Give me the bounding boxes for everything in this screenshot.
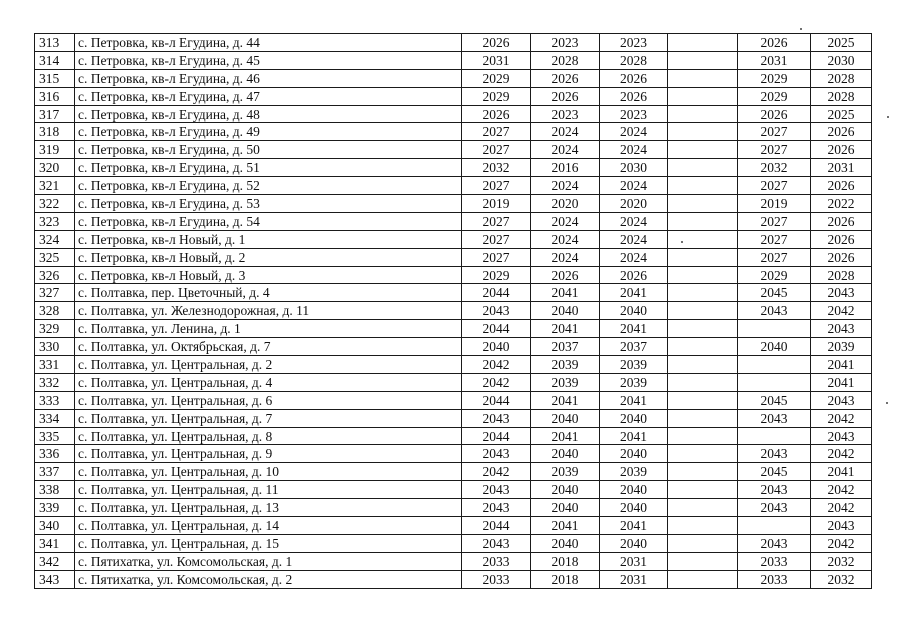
year-cell-1: 2042 xyxy=(462,463,531,481)
year-cell-3: 2024 xyxy=(600,141,668,159)
year-cell-4 xyxy=(668,445,738,463)
year-cell-2: 2026 xyxy=(531,87,600,105)
address-cell: с. Петровка, кв-л Егудина, д. 51 xyxy=(75,159,462,177)
year-cell-4 xyxy=(668,69,738,87)
year-cell-1: 2042 xyxy=(462,373,531,391)
row-number: 316 xyxy=(35,87,75,105)
row-number: 325 xyxy=(35,248,75,266)
row-number: 330 xyxy=(35,338,75,356)
year-cell-6: 2025 xyxy=(811,105,872,123)
year-cell-3: 2039 xyxy=(600,463,668,481)
row-number: 321 xyxy=(35,177,75,195)
address-cell: с. Петровка, кв-л Егудина, д. 54 xyxy=(75,212,462,230)
year-cell-3: 2031 xyxy=(600,570,668,588)
year-cell-3: 2040 xyxy=(600,499,668,517)
year-cell-6: 2025 xyxy=(811,34,872,52)
year-cell-5: 2019 xyxy=(738,195,811,213)
year-cell-6: 2042 xyxy=(811,445,872,463)
year-cell-5: 2027 xyxy=(738,177,811,195)
year-cell-5: 2033 xyxy=(738,552,811,570)
row-number: 315 xyxy=(35,69,75,87)
year-cell-5: 2043 xyxy=(738,409,811,427)
year-cell-3: 2026 xyxy=(600,87,668,105)
year-cell-5: 2043 xyxy=(738,534,811,552)
scan-speck xyxy=(800,28,802,30)
year-cell-3: 2041 xyxy=(600,517,668,535)
year-cell-2: 2040 xyxy=(531,534,600,552)
year-cell-5: 2043 xyxy=(738,302,811,320)
year-cell-2: 2041 xyxy=(531,391,600,409)
row-number: 320 xyxy=(35,159,75,177)
year-cell-2: 2040 xyxy=(531,445,600,463)
row-number: 319 xyxy=(35,141,75,159)
table-row xyxy=(35,266,872,284)
address-cell: с. Полтавка, ул. Центральная, д. 13 xyxy=(75,499,462,517)
year-cell-2: 2024 xyxy=(531,248,600,266)
year-cell-1: 2027 xyxy=(462,248,531,266)
row-number: 338 xyxy=(35,481,75,499)
year-cell-5: 2027 xyxy=(738,123,811,141)
year-cell-3: 2023 xyxy=(600,105,668,123)
address-cell: с. Пятихатка, ул. Комсомольская, д. 1 xyxy=(75,552,462,570)
year-cell-5: 2026 xyxy=(738,105,811,123)
address-cell: с. Петровка, кв-л Егудина, д. 49 xyxy=(75,123,462,141)
table-row xyxy=(35,69,872,87)
table-row xyxy=(35,51,872,69)
table-row xyxy=(35,409,872,427)
table-row xyxy=(35,141,872,159)
address-cell: с. Петровка, кв-л Егудина, д. 44 xyxy=(75,34,462,52)
row-number: 331 xyxy=(35,356,75,374)
year-cell-5 xyxy=(738,517,811,535)
year-cell-2: 2040 xyxy=(531,302,600,320)
year-cell-4 xyxy=(668,230,738,248)
year-cell-6: 2041 xyxy=(811,356,872,374)
year-cell-1: 2043 xyxy=(462,445,531,463)
year-cell-3: 2024 xyxy=(600,230,668,248)
table-row xyxy=(35,177,872,195)
year-cell-6: 2030 xyxy=(811,51,872,69)
year-cell-1: 2029 xyxy=(462,87,531,105)
year-cell-2: 2037 xyxy=(531,338,600,356)
year-cell-5: 2027 xyxy=(738,230,811,248)
year-cell-3: 2041 xyxy=(600,284,668,302)
year-cell-1: 2043 xyxy=(462,302,531,320)
year-cell-5: 2033 xyxy=(738,570,811,588)
address-cell: с. Петровка, кв-л Егудина, д. 50 xyxy=(75,141,462,159)
table-row xyxy=(35,427,872,445)
address-cell: с. Полтавка, ул. Центральная, д. 2 xyxy=(75,356,462,374)
year-cell-6: 2042 xyxy=(811,481,872,499)
year-cell-4 xyxy=(668,105,738,123)
year-cell-1: 2043 xyxy=(462,481,531,499)
year-cell-4 xyxy=(668,123,738,141)
address-cell: с. Полтавка, ул. Центральная, д. 8 xyxy=(75,427,462,445)
year-cell-2: 2028 xyxy=(531,51,600,69)
year-cell-6: 2026 xyxy=(811,141,872,159)
year-cell-1: 2019 xyxy=(462,195,531,213)
row-number: 313 xyxy=(35,34,75,52)
year-cell-2: 2018 xyxy=(531,552,600,570)
year-cell-2: 2026 xyxy=(531,69,600,87)
year-cell-3: 2041 xyxy=(600,320,668,338)
year-cell-4 xyxy=(668,338,738,356)
scan-speck xyxy=(681,241,683,243)
year-cell-3: 2041 xyxy=(600,427,668,445)
year-cell-1: 2044 xyxy=(462,517,531,535)
year-cell-6: 2043 xyxy=(811,320,872,338)
year-cell-1: 2026 xyxy=(462,34,531,52)
year-cell-5: 2040 xyxy=(738,338,811,356)
year-cell-2: 2024 xyxy=(531,177,600,195)
row-number: 314 xyxy=(35,51,75,69)
table-row xyxy=(35,159,872,177)
year-cell-4 xyxy=(668,499,738,517)
year-cell-4 xyxy=(668,212,738,230)
year-cell-5: 2029 xyxy=(738,266,811,284)
year-cell-3: 2026 xyxy=(600,266,668,284)
year-cell-4 xyxy=(668,391,738,409)
address-cell: с. Петровка, кв-л Егудина, д. 52 xyxy=(75,177,462,195)
address-cell: с. Петровка, кв-л Егудина, д. 47 xyxy=(75,87,462,105)
year-cell-4 xyxy=(668,87,738,105)
year-cell-5: 2029 xyxy=(738,87,811,105)
table-row xyxy=(35,87,872,105)
year-cell-2: 2041 xyxy=(531,284,600,302)
address-cell: с. Пятихатка, ул. Комсомольская, д. 2 xyxy=(75,570,462,588)
year-cell-1: 2033 xyxy=(462,570,531,588)
year-cell-6: 2039 xyxy=(811,338,872,356)
year-cell-4 xyxy=(668,320,738,338)
year-cell-3: 2039 xyxy=(600,373,668,391)
year-cell-4 xyxy=(668,284,738,302)
year-cell-4 xyxy=(668,159,738,177)
year-cell-6: 2043 xyxy=(811,517,872,535)
year-cell-1: 2044 xyxy=(462,320,531,338)
row-number: 332 xyxy=(35,373,75,391)
table-row xyxy=(35,373,872,391)
year-cell-2: 2016 xyxy=(531,159,600,177)
table-row xyxy=(35,463,872,481)
year-cell-5 xyxy=(738,373,811,391)
year-cell-1: 2029 xyxy=(462,266,531,284)
year-cell-3: 2024 xyxy=(600,123,668,141)
year-cell-5: 2029 xyxy=(738,69,811,87)
year-cell-2: 2024 xyxy=(531,230,600,248)
year-cell-4 xyxy=(668,534,738,552)
address-cell: с. Петровка, кв-л Новый, д. 3 xyxy=(75,266,462,284)
year-cell-1: 2033 xyxy=(462,552,531,570)
year-cell-4 xyxy=(668,51,738,69)
year-cell-3: 2040 xyxy=(600,445,668,463)
year-cell-6: 2032 xyxy=(811,552,872,570)
year-cell-2: 2039 xyxy=(531,373,600,391)
address-cell: с. Полтавка, ул. Железнодорожная, д. 11 xyxy=(75,302,462,320)
table-row xyxy=(35,123,872,141)
year-cell-4 xyxy=(668,409,738,427)
year-cell-6: 2043 xyxy=(811,284,872,302)
year-cell-4 xyxy=(668,195,738,213)
year-cell-1: 2027 xyxy=(462,141,531,159)
year-cell-3: 2031 xyxy=(600,552,668,570)
year-cell-3: 2037 xyxy=(600,338,668,356)
year-cell-6: 2043 xyxy=(811,427,872,445)
year-cell-6: 2028 xyxy=(811,87,872,105)
year-cell-3: 2040 xyxy=(600,302,668,320)
year-cell-4 xyxy=(668,552,738,570)
year-cell-3: 2024 xyxy=(600,177,668,195)
year-cell-5: 2032 xyxy=(738,159,811,177)
year-cell-1: 2040 xyxy=(462,338,531,356)
scan-speck xyxy=(887,116,889,118)
year-cell-6: 2042 xyxy=(811,499,872,517)
year-cell-1: 2043 xyxy=(462,409,531,427)
year-cell-4 xyxy=(668,463,738,481)
row-number: 326 xyxy=(35,266,75,284)
year-cell-2: 2041 xyxy=(531,427,600,445)
year-cell-3: 2040 xyxy=(600,409,668,427)
year-cell-5: 2045 xyxy=(738,284,811,302)
year-cell-5: 2026 xyxy=(738,34,811,52)
table-row xyxy=(35,284,872,302)
year-cell-4 xyxy=(668,141,738,159)
address-cell: с. Петровка, кв-л Новый, д. 2 xyxy=(75,248,462,266)
year-cell-4 xyxy=(668,302,738,320)
table-row xyxy=(35,248,872,266)
address-cell: с. Полтавка, ул. Центральная, д. 14 xyxy=(75,517,462,535)
address-cell: с. Петровка, кв-л Егудина, д. 45 xyxy=(75,51,462,69)
year-cell-4 xyxy=(668,427,738,445)
row-number: 341 xyxy=(35,534,75,552)
row-number: 327 xyxy=(35,284,75,302)
year-cell-3: 2039 xyxy=(600,356,668,374)
year-cell-5: 2043 xyxy=(738,481,811,499)
row-number: 342 xyxy=(35,552,75,570)
table-row xyxy=(35,230,872,248)
year-cell-2: 2018 xyxy=(531,570,600,588)
row-number: 323 xyxy=(35,212,75,230)
address-cell: с. Полтавка, ул. Центральная, д. 6 xyxy=(75,391,462,409)
row-number: 322 xyxy=(35,195,75,213)
table-row xyxy=(35,356,872,374)
year-cell-6: 2026 xyxy=(811,177,872,195)
row-number: 318 xyxy=(35,123,75,141)
table-row xyxy=(35,517,872,535)
year-cell-3: 2041 xyxy=(600,391,668,409)
year-cell-3: 2024 xyxy=(600,248,668,266)
address-cell: с. Петровка, кв-л Егудина, д. 48 xyxy=(75,105,462,123)
year-cell-2: 2024 xyxy=(531,212,600,230)
table-row xyxy=(35,320,872,338)
year-cell-6: 2042 xyxy=(811,534,872,552)
table-row xyxy=(35,391,872,409)
year-cell-1: 2031 xyxy=(462,51,531,69)
year-cell-6: 2026 xyxy=(811,248,872,266)
year-cell-3: 2040 xyxy=(600,534,668,552)
table-row xyxy=(35,105,872,123)
year-cell-6: 2042 xyxy=(811,409,872,427)
year-cell-1: 2027 xyxy=(462,177,531,195)
year-cell-6: 2041 xyxy=(811,373,872,391)
year-cell-5: 2031 xyxy=(738,51,811,69)
year-cell-6: 2026 xyxy=(811,212,872,230)
table-row xyxy=(35,445,872,463)
year-cell-1: 2027 xyxy=(462,230,531,248)
year-cell-2: 2023 xyxy=(531,105,600,123)
year-cell-4 xyxy=(668,34,738,52)
year-cell-4 xyxy=(668,266,738,284)
row-number: 335 xyxy=(35,427,75,445)
year-cell-3: 2024 xyxy=(600,212,668,230)
address-cell: с. Полтавка, ул. Центральная, д. 4 xyxy=(75,373,462,391)
table-body xyxy=(35,34,872,589)
year-cell-4 xyxy=(668,356,738,374)
year-cell-6: 2032 xyxy=(811,570,872,588)
year-cell-6: 2041 xyxy=(811,463,872,481)
table-row xyxy=(35,481,872,499)
address-cell: с. Полтавка, ул. Центральная, д. 9 xyxy=(75,445,462,463)
year-cell-6: 2028 xyxy=(811,266,872,284)
year-cell-2: 2024 xyxy=(531,141,600,159)
year-cell-1: 2032 xyxy=(462,159,531,177)
year-cell-3: 2023 xyxy=(600,34,668,52)
year-cell-5 xyxy=(738,427,811,445)
year-cell-3: 2028 xyxy=(600,51,668,69)
year-cell-2: 2020 xyxy=(531,195,600,213)
address-cell: с. Полтавка, ул. Центральная, д. 15 xyxy=(75,534,462,552)
row-number: 340 xyxy=(35,517,75,535)
year-cell-2: 2026 xyxy=(531,266,600,284)
year-cell-2: 2024 xyxy=(531,123,600,141)
table-row xyxy=(35,195,872,213)
row-number: 334 xyxy=(35,409,75,427)
year-cell-4 xyxy=(668,517,738,535)
year-cell-2: 2039 xyxy=(531,463,600,481)
year-cell-1: 2027 xyxy=(462,212,531,230)
year-cell-1: 2026 xyxy=(462,105,531,123)
row-number: 343 xyxy=(35,570,75,588)
address-cell: с. Полтавка, ул. Ленина, д. 1 xyxy=(75,320,462,338)
year-cell-6: 2026 xyxy=(811,123,872,141)
row-number: 336 xyxy=(35,445,75,463)
year-cell-5: 2045 xyxy=(738,391,811,409)
year-cell-3: 2026 xyxy=(600,69,668,87)
table-row xyxy=(35,302,872,320)
row-number: 333 xyxy=(35,391,75,409)
address-cell: с. Полтавка, ул. Центральная, д. 7 xyxy=(75,409,462,427)
year-cell-1: 2044 xyxy=(462,284,531,302)
year-cell-5: 2043 xyxy=(738,445,811,463)
address-cell: с. Полтавка, ул. Центральная, д. 11 xyxy=(75,481,462,499)
year-cell-4 xyxy=(668,177,738,195)
year-cell-4 xyxy=(668,481,738,499)
year-cell-2: 2039 xyxy=(531,356,600,374)
year-cell-4 xyxy=(668,248,738,266)
year-cell-6: 2042 xyxy=(811,302,872,320)
year-cell-5: 2027 xyxy=(738,212,811,230)
scan-speck xyxy=(886,402,888,404)
housing-schedule-table xyxy=(34,33,872,589)
year-cell-4 xyxy=(668,570,738,588)
year-cell-1: 2027 xyxy=(462,123,531,141)
year-cell-5 xyxy=(738,320,811,338)
year-cell-1: 2044 xyxy=(462,391,531,409)
row-number: 337 xyxy=(35,463,75,481)
year-cell-1: 2043 xyxy=(462,534,531,552)
row-number: 328 xyxy=(35,302,75,320)
year-cell-6: 2028 xyxy=(811,69,872,87)
year-cell-6: 2026 xyxy=(811,230,872,248)
year-cell-3: 2030 xyxy=(600,159,668,177)
address-cell: с. Полтавка, ул. Центральная, д. 10 xyxy=(75,463,462,481)
address-cell: с. Петровка, кв-л Новый, д. 1 xyxy=(75,230,462,248)
year-cell-3: 2020 xyxy=(600,195,668,213)
year-cell-4 xyxy=(668,373,738,391)
address-cell: с. Полтавка, пер. Цветочный, д. 4 xyxy=(75,284,462,302)
year-cell-1: 2043 xyxy=(462,499,531,517)
table-row xyxy=(35,338,872,356)
table-row xyxy=(35,212,872,230)
table-row xyxy=(35,552,872,570)
year-cell-2: 2041 xyxy=(531,517,600,535)
year-cell-2: 2041 xyxy=(531,320,600,338)
year-cell-2: 2040 xyxy=(531,481,600,499)
table-row xyxy=(35,534,872,552)
year-cell-5: 2043 xyxy=(738,499,811,517)
address-cell: с. Петровка, кв-л Егудина, д. 46 xyxy=(75,69,462,87)
year-cell-6: 2031 xyxy=(811,159,872,177)
table-row xyxy=(35,499,872,517)
row-number: 324 xyxy=(35,230,75,248)
table-row xyxy=(35,570,872,588)
row-number: 317 xyxy=(35,105,75,123)
year-cell-6: 2043 xyxy=(811,391,872,409)
row-number: 339 xyxy=(35,499,75,517)
year-cell-5: 2027 xyxy=(738,141,811,159)
year-cell-5: 2027 xyxy=(738,248,811,266)
year-cell-2: 2040 xyxy=(531,499,600,517)
year-cell-3: 2040 xyxy=(600,481,668,499)
year-cell-5: 2045 xyxy=(738,463,811,481)
row-number: 329 xyxy=(35,320,75,338)
year-cell-1: 2042 xyxy=(462,356,531,374)
year-cell-5 xyxy=(738,356,811,374)
year-cell-1: 2029 xyxy=(462,69,531,87)
year-cell-1: 2044 xyxy=(462,427,531,445)
year-cell-2: 2023 xyxy=(531,34,600,52)
address-cell: с. Полтавка, ул. Октябрьская, д. 7 xyxy=(75,338,462,356)
address-cell: с. Петровка, кв-л Егудина, д. 53 xyxy=(75,195,462,213)
year-cell-2: 2040 xyxy=(531,409,600,427)
year-cell-6: 2022 xyxy=(811,195,872,213)
table-row xyxy=(35,34,872,52)
